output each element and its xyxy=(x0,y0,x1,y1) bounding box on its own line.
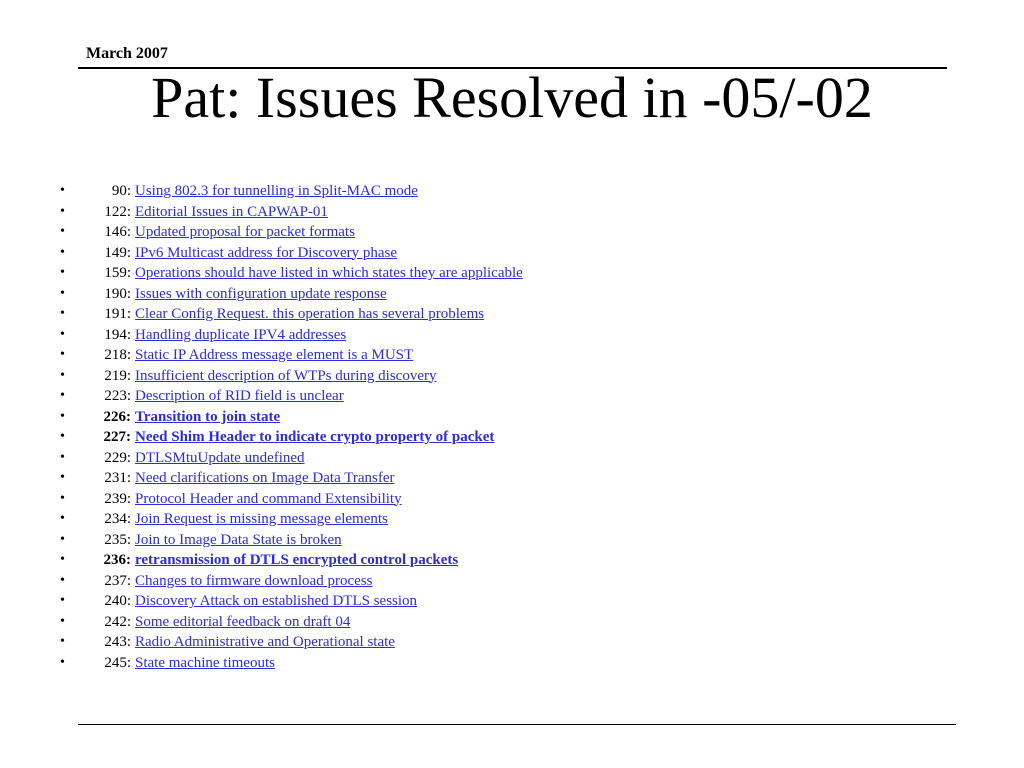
bullet-icon: • xyxy=(60,285,65,301)
issue-link[interactable]: Need clarifications on Image Data Transfer xyxy=(135,470,395,486)
bullet-icon: • xyxy=(60,388,65,403)
issue-link[interactable]: Join to Image Data State is broken xyxy=(135,531,342,548)
bullet-icon: • xyxy=(60,511,65,526)
issue-link[interactable]: Updated proposal for packet formats xyxy=(135,224,355,240)
bullet-icon: • xyxy=(60,490,65,506)
issue-link[interactable]: IPv6 Multicast address for Discovery phase xyxy=(135,244,398,261)
issue-link[interactable]: Handling duplicate IPV4 addresses xyxy=(135,326,347,343)
bullet-icon: • xyxy=(60,552,65,567)
bullet-icon: • xyxy=(60,183,65,198)
issue-number: 231: xyxy=(104,470,131,486)
issue-number: 243: xyxy=(104,634,131,650)
bullet-icon: • xyxy=(60,572,65,588)
issue-link[interactable]: DTLSMtuUpdate undefined xyxy=(135,449,305,466)
issue-link[interactable]: Editorial Issues in CAPWAP-01 xyxy=(135,203,328,220)
issue-number: 159: xyxy=(104,265,131,281)
issue-link[interactable]: Static IP Address message element is a MUST xyxy=(135,347,414,363)
issue-number: 190: xyxy=(104,285,131,302)
issue-link[interactable]: Radio Administrative and Operational state xyxy=(135,634,395,650)
issue-link[interactable]: Clear Config Request. this operation has several problems xyxy=(135,306,485,322)
bullet-icon: • xyxy=(60,347,65,362)
issue-number: 218: xyxy=(104,347,131,363)
bullet-icon: • xyxy=(60,593,65,608)
bullet-icon: • xyxy=(60,244,65,260)
issue-number: 122: xyxy=(104,203,131,220)
issue-link[interactable]: Issues with configuration update response xyxy=(135,285,387,302)
bullet-icon: • xyxy=(60,634,65,649)
bullet-icon: • xyxy=(60,429,65,444)
bullet-icon: • xyxy=(60,224,65,239)
issue-number: 245: xyxy=(104,654,131,671)
bullet-icon: • xyxy=(60,613,65,629)
bullet-icon: • xyxy=(60,654,65,670)
issue-number: 226: xyxy=(103,408,131,425)
bullet-icon: • xyxy=(60,408,65,424)
issue-link[interactable]: Some editorial feedback on draft 04 xyxy=(135,613,351,630)
issue-number: 242: xyxy=(104,613,131,630)
issue-link[interactable]: Operations should have listed in which states they are applicable xyxy=(135,265,523,281)
issue-number: 229: xyxy=(104,449,131,466)
issue-link[interactable]: Using 802.3 for tunnelling in Split-MAC mode xyxy=(135,183,418,199)
bullet-icon: • xyxy=(60,306,65,321)
bullet-icon: • xyxy=(60,367,65,383)
issue-number: 194: xyxy=(104,326,131,343)
issue-link[interactable]: State machine timeouts xyxy=(135,654,275,671)
issue-number: 219: xyxy=(104,367,131,384)
bullet-icon: • xyxy=(60,203,65,219)
bullet-icon: • xyxy=(60,326,65,342)
issue-number: 236: xyxy=(103,552,131,568)
issue-link[interactable]: Protocol Header and command Extensibility xyxy=(135,490,402,507)
issue-link[interactable]: retransmission of DTLS encrypted control packets xyxy=(135,552,459,568)
issue-link[interactable]: Insufficient description of WTPs during discovery xyxy=(135,367,437,384)
issue-link[interactable]: Transition to join state xyxy=(135,408,281,425)
issue-number: 237: xyxy=(104,572,131,589)
header-date: March 2007 xyxy=(86,45,168,62)
issue-number: 239: xyxy=(104,490,131,507)
bullet-icon: • xyxy=(60,265,65,280)
issue-number: 223: xyxy=(104,388,131,404)
issue-link[interactable]: Join Request is missing message elements xyxy=(135,511,388,527)
issue-number: 234: xyxy=(104,511,131,527)
bullet-icon: • xyxy=(60,470,65,485)
bullet-icon: • xyxy=(60,531,65,547)
footer-divider xyxy=(78,724,956,725)
issue-link[interactable]: Discovery Attack on established DTLS session xyxy=(135,593,418,609)
issue-number: 90: xyxy=(111,183,131,199)
issue-link[interactable]: Description of RID field is unclear xyxy=(135,388,344,404)
issue-number: 235: xyxy=(104,531,131,548)
issue-number: 227: xyxy=(103,429,131,445)
issue-number: 149: xyxy=(104,244,131,261)
issue-number: 191: xyxy=(104,306,131,322)
issue-number: 146: xyxy=(104,224,131,240)
issue-link[interactable]: Need Shim Header to indicate crypto property of packet xyxy=(135,429,495,445)
issue-link[interactable]: Changes to firmware download process xyxy=(135,572,373,589)
issue-number: 240: xyxy=(104,593,131,609)
slide-title: Pat: Issues Resolved in -05/-02 xyxy=(151,65,873,130)
bullet-icon: • xyxy=(60,449,65,465)
